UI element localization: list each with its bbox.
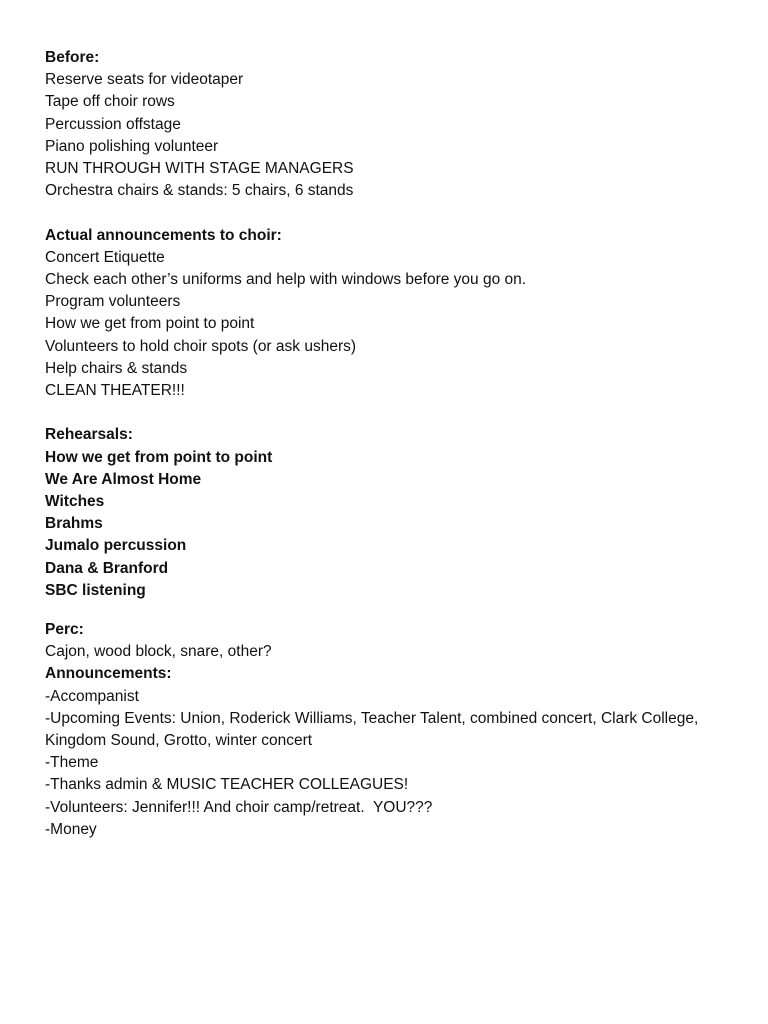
section-perc bbox=[45, 619, 745, 663]
list-item: CLEAN THEATER!!! bbox=[45, 382, 185, 400]
list-item: -Money bbox=[45, 820, 97, 838]
section-heading-rehearsals: Rehearsals: bbox=[45, 426, 133, 444]
list-item: We Are Almost Home bbox=[45, 470, 202, 488]
list-item: Jumalo percussion bbox=[45, 537, 187, 555]
list-item: Check each other’s uniforms and help with windows before you go on. bbox=[45, 271, 527, 289]
section-announcements-choir bbox=[45, 225, 745, 403]
list-item: Piano polishing volunteer bbox=[45, 137, 219, 155]
list-item: How we get from point to point bbox=[45, 315, 255, 333]
section-heading-announcements-choir: Actual announcements to choir: bbox=[45, 226, 282, 244]
section-heading-perc: Perc: bbox=[45, 621, 84, 639]
list-item: Help chairs & stands bbox=[45, 359, 188, 377]
list-item: How we get from point to point bbox=[45, 448, 273, 466]
list-item: Kingdom Sound, Grotto, winter concert bbox=[45, 732, 313, 750]
spacer bbox=[45, 602, 745, 619]
list-item: Cajon, wood block, snare, other? bbox=[45, 643, 272, 661]
list-item: Concert Etiquette bbox=[45, 248, 165, 266]
list-item: Tape off choir rows bbox=[45, 93, 175, 111]
list-item: Brahms bbox=[45, 515, 103, 533]
list-item: Witches bbox=[45, 493, 105, 511]
section-announcements bbox=[45, 663, 745, 841]
list-item: -Upcoming Events: Union, Roderick Williams, Teacher Talent, combined concert, Clark College, bbox=[45, 709, 699, 727]
section-rehearsals bbox=[45, 424, 745, 602]
list-item: RUN THROUGH WITH STAGE MANAGERS bbox=[45, 160, 354, 178]
list-item: -Volunteers: Jennifer!!! And choir camp/retreat. YOU??? bbox=[45, 798, 433, 816]
list-item: Reserve seats for videotaper bbox=[45, 71, 244, 89]
list-item: Percussion offstage bbox=[45, 115, 181, 133]
list-item: -Thanks admin & MUSIC TEACHER COLLEAGUES! bbox=[45, 776, 409, 794]
list-item: -Accompanist bbox=[45, 687, 139, 705]
section-heading-announcements: Announcements: bbox=[45, 665, 172, 683]
section-before bbox=[45, 47, 745, 202]
spacer bbox=[45, 402, 745, 424]
list-item: Program volunteers bbox=[45, 293, 181, 311]
list-item: Dana & Branford bbox=[45, 559, 169, 577]
list-item: Orchestra chairs & stands: 5 chairs, 6 stands bbox=[45, 182, 354, 200]
section-heading-before: Before: bbox=[45, 49, 100, 66]
document-page bbox=[45, 47, 745, 841]
list-item: SBC listening bbox=[45, 581, 146, 599]
spacer bbox=[45, 202, 745, 224]
list-item: -Theme bbox=[45, 754, 99, 772]
list-item: Volunteers to hold choir spots (or ask ushers) bbox=[45, 337, 357, 355]
